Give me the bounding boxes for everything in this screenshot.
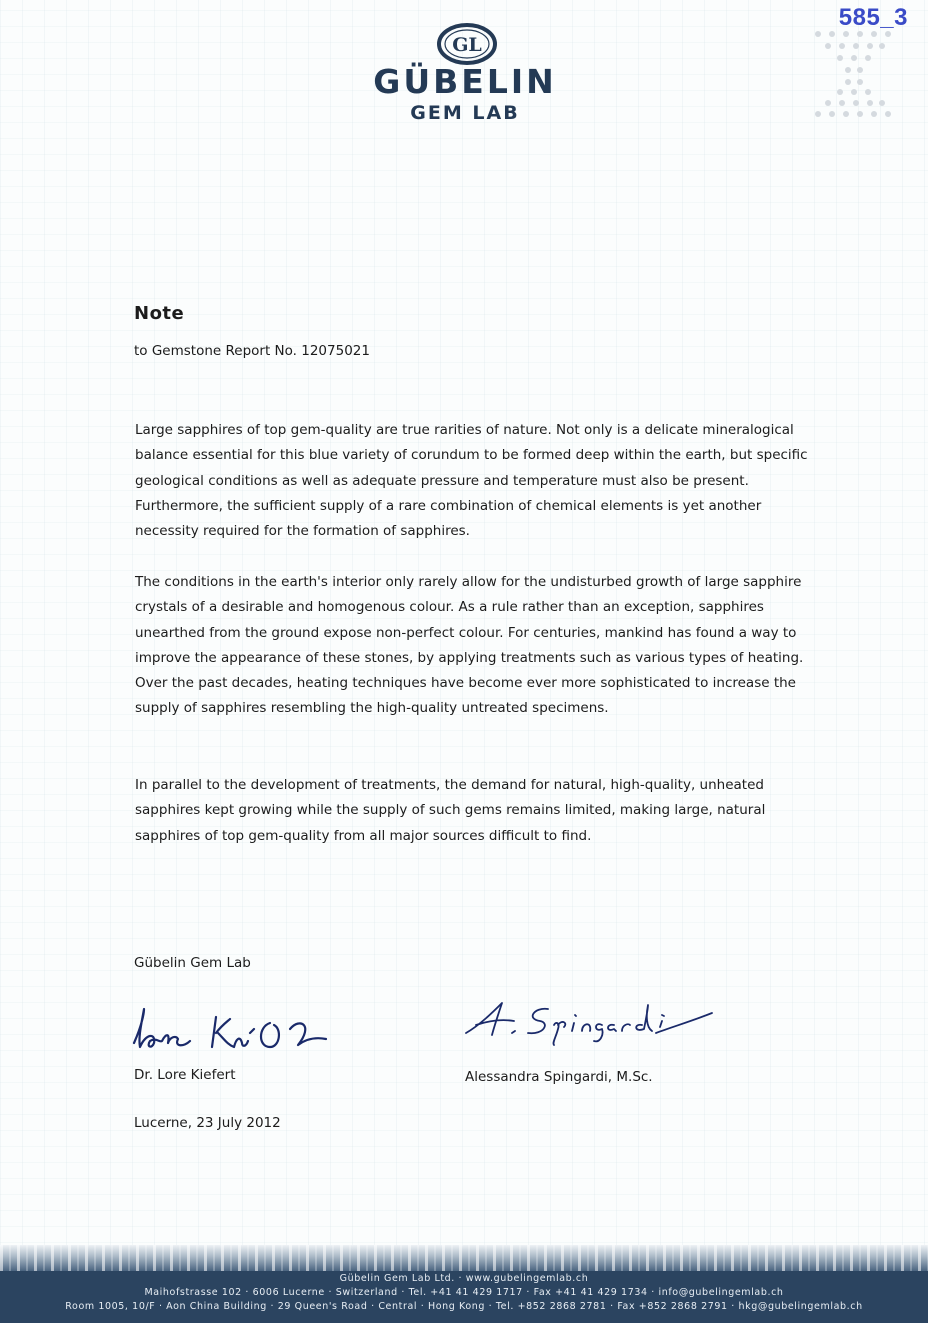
- footer-lucerne-address: Maihofstrasse 102 · 6006 Lucerne · Switzerland · Tel. +41 41 429 1717 · Fax +41 41 429 1734 · info@gubelingemlab.ch: [144, 1287, 784, 1298]
- logo-monogram: GL: [452, 34, 482, 56]
- paragraph-demand: In parallel to the development of treatments, the demand for natural, high-quality, unheated sapphires kept growing while the supply of such gems remains limited, making large, natural sapphires of top gem-quality from all major sources difficult to find.: [135, 777, 766, 844]
- footer-company-web: Gübelin Gem Lab Ltd. · www.gubelingemlab.ch: [339, 1273, 589, 1284]
- gl-monogram-logo-icon: [437, 22, 497, 66]
- paragraph-rarity: Large sapphires of top gem-quality are true rarities of nature. Not only is a delicate mineralogical balance essential for this blue variety of corundum to be formed deep within the earth, but specific geological conditions as well as adequate pressure and temperature must also be present. Furthermore, the sufficient supply of a rare combination of chemical elements is yet another necessity required for the formation of sapphires.: [135, 422, 808, 540]
- signature-kiefert: [130, 1003, 330, 1061]
- gubelin-logo: [345, 20, 585, 125]
- lab-name: Gübelin Gem Lab: [134, 955, 251, 971]
- stamp-hourglass-pattern: [810, 28, 898, 120]
- brand-subtitle: GEM LAB: [410, 102, 520, 124]
- footer-decorative-band: [0, 1245, 928, 1271]
- footer-hongkong-address: Room 1005, 10/F · Aon China Building · 29 Queen's Road · Central · Hong Kong · Tel. +852 2868 2781 · Fax +852 2868 2791 · hkg@gubelingemlab.ch: [65, 1301, 863, 1312]
- note-title: Note: [134, 303, 185, 324]
- signatory-name-2: Alessandra Spingardi, M.Sc.: [465, 1069, 653, 1085]
- letterhead-footer: [0, 1245, 928, 1323]
- document-stamp-number: 585_3: [838, 4, 908, 31]
- paragraph-treatments: The conditions in the earth's interior only rarely allow for the undisturbed growth of large sapphire crystals of a desirable and homogenous colour. As a rule rather than an exception, sapphires unearthed from the ground expose non-perfect colour. For centuries, mankind has found a way to improve the appearance of these stones, by applying treatments such as various types of heating. Over the past decades, heating techniques have become ever more sophisticated to increase the supply of sapphires resembling the high-quality untreated specimens.: [135, 574, 804, 717]
- place-date: Lucerne, 23 July 2012: [134, 1115, 281, 1131]
- report-reference: to Gemstone Report No. 12075021: [134, 343, 370, 359]
- signatory-name-1: Dr. Lore Kiefert: [134, 1067, 236, 1083]
- brand-name: GÜBELIN: [373, 62, 557, 101]
- signature-spingardi: [462, 997, 737, 1047]
